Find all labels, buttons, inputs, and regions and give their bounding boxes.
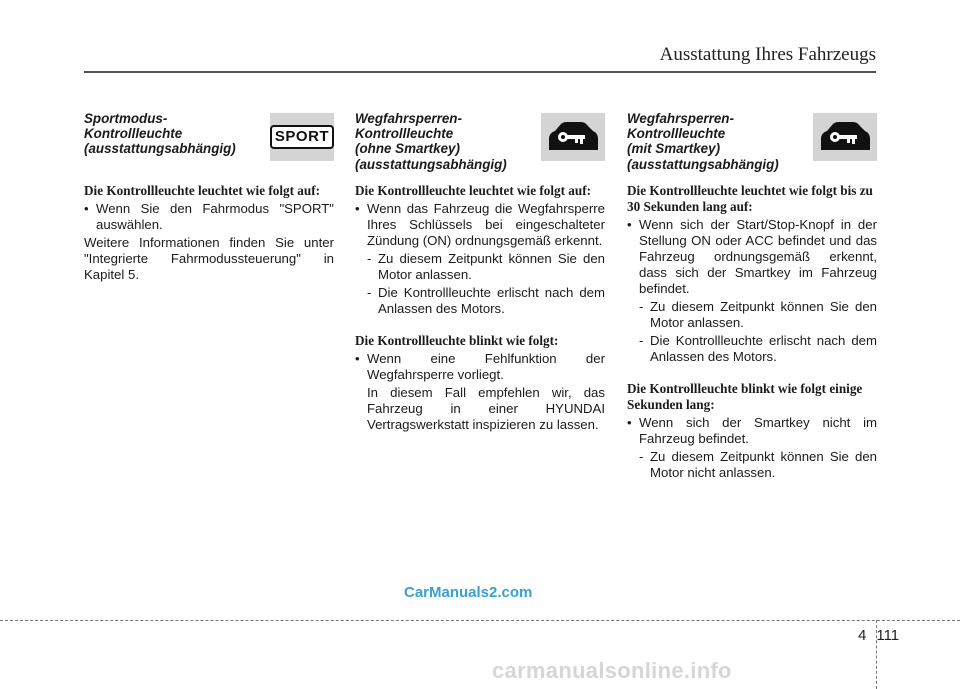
bullet-item — [355, 201, 605, 249]
section-header — [627, 111, 877, 172]
bullet-symbol: • — [355, 351, 360, 366]
subheading: Die Kontrollleuchte leuchtet wie folgt auf: — [84, 183, 320, 198]
bullet-symbol: • — [627, 415, 632, 430]
dash-symbol: - — [367, 251, 372, 266]
bullet-symbol: • — [355, 201, 360, 216]
chapter-number: 4 — [858, 627, 867, 644]
heading-line: Kontrollleuchte — [84, 126, 183, 142]
page-header-title: Ausstattung Ihres Fahrzeugs — [659, 44, 876, 65]
heading-line: (ausstattungsabhängig) — [627, 156, 779, 172]
bullet-symbol: • — [84, 201, 89, 216]
heading-line: (ausstattungsabhängig) — [355, 156, 507, 172]
heading-line: Wegfahrsperren- — [355, 111, 462, 126]
subheading: Die Kontrollleuchte blinkt wie folgt: — [355, 333, 559, 348]
source-watermark: carmanualsonline.info — [492, 658, 732, 683]
dash-symbol: - — [639, 449, 644, 464]
bullet-item — [627, 217, 877, 297]
header-rule — [84, 71, 876, 73]
dash-item — [627, 299, 877, 331]
paragraph: Weitere Informationen finden Sie unter "Integrierte Fahrmodussteuerung" in Kapitel 5. — [84, 235, 334, 282]
bullet-item — [627, 415, 877, 447]
bullet-text: Wenn eine Fehlfunktion der Wegfahrsperre vorliegt. — [367, 351, 605, 382]
bullet-text: Wenn sich der Start/Stop-Knopf in der Stellung ON oder ACC befindet und das Fahrzeug ordnungsgemäß erkennt, dass sich der Smartkey im Fahrzeug befindet. — [639, 217, 877, 296]
section-heading — [627, 111, 797, 172]
heading-line: Kontrollleuchte — [627, 126, 726, 142]
dash-item — [355, 251, 605, 283]
section-heading — [84, 111, 254, 157]
sport-indicator-label: SPORT — [270, 125, 334, 149]
immobilizer-car-key-icon — [545, 120, 601, 154]
bullet-item — [355, 351, 605, 383]
dash-symbol: - — [639, 333, 644, 348]
watermark-link[interactable]: CarManuals2.com — [404, 584, 533, 601]
section-header — [355, 111, 605, 172]
page-number — [858, 627, 899, 644]
sport-indicator-icon — [270, 113, 334, 161]
dash-item — [627, 449, 877, 481]
heading-line: (ohne Smartkey) — [355, 141, 460, 157]
immobilizer-icon-box — [813, 113, 877, 161]
dash-text: Zu diesem Zeitpunkt können Sie den Motor nicht anlassen. — [650, 449, 877, 480]
heading-line: (mit Smartkey) — [627, 141, 721, 157]
page-number-value: 111 — [876, 627, 900, 644]
dash-symbol: - — [367, 285, 372, 300]
dash-symbol: - — [639, 299, 644, 314]
dash-item — [355, 285, 605, 317]
column-immobilizer-with-smartkey — [627, 111, 877, 483]
bullet-item — [84, 201, 334, 233]
bullet-symbol: • — [627, 217, 632, 232]
dash-text: Zu diesem Zeitpunkt können Sie den Motor anlassen. — [650, 299, 877, 330]
bullet-text: Wenn Sie den Fahrmodus "SPORT" auswählen. — [96, 201, 334, 232]
dash-text: Die Kontrollleuchte erlischt nach dem Anlassen des Motors. — [650, 333, 877, 364]
footer-rule — [0, 620, 960, 621]
subheading: Die Kontrollleuchte leuchtet wie folgt bis zu 30 Sekunden lang auf: — [627, 183, 873, 214]
section-heading — [355, 111, 525, 172]
indented-paragraph: In diesem Fall empfehlen wir, das Fahrzeug in einer HYUNDAI Vertragswerkstatt inspizieren zu lassen. — [367, 385, 605, 432]
heading-line: Sportmodus- — [84, 111, 168, 126]
dash-item — [627, 333, 877, 365]
subheading: Die Kontrollleuchte leuchtet wie folgt auf: — [355, 183, 591, 198]
dash-text: Zu diesem Zeitpunkt können Sie den Motor anlassen. — [378, 251, 605, 282]
section-header — [84, 111, 334, 167]
subheading: Die Kontrollleuchte blinkt wie folgt einige Sekunden lang: — [627, 381, 863, 412]
immobilizer-icon-box — [541, 113, 605, 161]
dash-text: Die Kontrollleuchte erlischt nach dem Anlassen des Motors. — [378, 285, 605, 316]
column-immobilizer-without-smartkey — [355, 111, 605, 433]
column-sport-indicator — [84, 111, 334, 283]
heading-line: Wegfahrsperren- — [627, 111, 734, 126]
heading-line: (ausstattungsabhängig) — [84, 141, 236, 157]
bullet-text: Wenn sich der Smartkey nicht im Fahrzeug befindet. — [639, 415, 877, 446]
bullet-text: Wenn das Fahrzeug die Wegfahrsperre Ihres Schlüssels bei eingeschalteter Zündung (ON) ordnungsgemäß erkennt. — [367, 201, 605, 248]
immobilizer-car-key-icon — [817, 120, 873, 154]
heading-line: Kontrollleuchte — [355, 126, 454, 142]
